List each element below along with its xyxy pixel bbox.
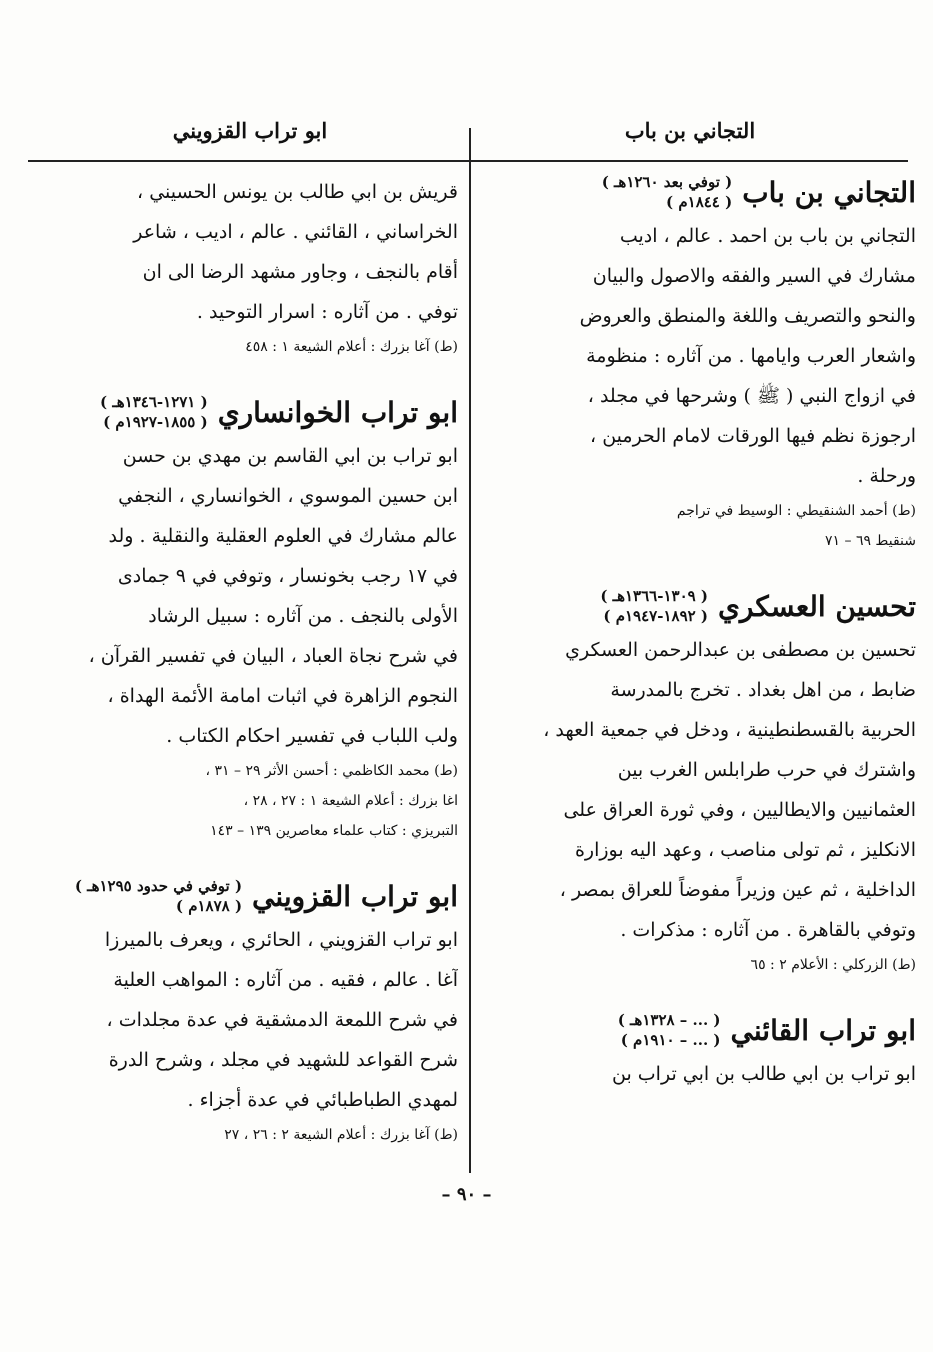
- entry-text-line: ضابط ، من اهل بغداد . تخرج بالمدرسة: [610, 679, 916, 701]
- entry-name: التجاني بن باب: [742, 175, 916, 209]
- entry-text-line: في ١٧ رجب بخونسار ، وتوفي في ٩ جمادى: [117, 565, 458, 587]
- entry-name: تحسين العسكري: [718, 589, 916, 623]
- biography-entry: [486, 1010, 916, 1094]
- entry-text-line: النجوم الزاهرة في اثبات امامة الأئمة الهداة ،: [107, 685, 458, 707]
- entry-text-line: التجاني بن باب بن احمد . عالم ، اديب: [619, 225, 916, 247]
- entry-text-line: ابو تراب بن ابي طالب بن ابي تراب بن: [612, 1063, 916, 1085]
- running-header-right: التجاني بن باب: [624, 118, 756, 143]
- entry-name: ابو تراب القائني: [730, 1013, 916, 1047]
- entry-dates: [602, 172, 733, 212]
- entry-source: (ط) آغا بزرك : أعلام الشيعة ١ : ٤٥٨: [245, 339, 458, 355]
- entry-text-line: واشترك في حرب طرابلس الغرب بين: [617, 759, 916, 781]
- entry-text-line: توفي . من آثاره : اسرار التوحيد .: [196, 301, 458, 323]
- entry-date-line: ( ١٨٩٢-١٩٤٧م ): [603, 607, 709, 625]
- entry-heading: [486, 172, 916, 212]
- entry-text-line: مشارك في السير والفقه والاصول والبيان: [592, 265, 916, 287]
- entry-date-line: ( ١٨٤٤م ): [666, 193, 733, 211]
- entry-date-line: ( ١٣٠٩-١٣٦٦هـ ): [600, 587, 709, 605]
- entry-text-line: ارجوزة نظم فيها الورقات لامام الحرمين ،: [590, 425, 916, 447]
- biography-entry: [33, 876, 458, 1150]
- entry-source: اغا بزرك : أعلام الشيعة ١ : ٢٧ ، ٢٨ ،: [243, 793, 458, 809]
- entry-date-line: ( توفي بعد ١٢٦٠هـ ): [601, 173, 733, 191]
- entry-source: (ط) الزركلي : الأعلام ٢ : ٦٥: [750, 957, 916, 973]
- entry-source: (ط) آغا بزرك : أعلام الشيعة ٢ : ٢٦ ، ٢٧: [224, 1127, 458, 1143]
- entry-heading: [33, 392, 458, 432]
- entry-dates: [618, 1010, 721, 1050]
- entry-date-line: ( ١٨٥٥-١٩٢٧م ): [103, 413, 208, 431]
- entry-text-line: ابو تراب القزويني ، الحائري ، ويعرف بالميرزا: [104, 929, 458, 951]
- entry-text-line: تحسين بن مصطفى بن عبدالرحمن العسكري: [565, 639, 916, 661]
- biography-entry: [33, 172, 458, 362]
- entry-text-line: قريش بن ابي طالب بن يونس الحسيني ،: [137, 181, 458, 203]
- entry-name: ابو تراب القزويني: [252, 879, 458, 913]
- entry-text-line: أقام بالنجف ، وجاور مشهد الرضا الى ان: [142, 261, 458, 283]
- entry-text-line: في شرح اللمعة الدمشقية في عدة مجلدات ،: [106, 1009, 458, 1031]
- biography-entry: [33, 392, 458, 846]
- entry-name: ابو تراب الخوانساري: [217, 395, 458, 429]
- entry-text-line: الداخلية ، ثم عين وزيراً مفوضاً للعراق بمصر ،: [559, 879, 916, 901]
- entry-heading: [486, 586, 916, 626]
- entry-date-line: ( ١٢٧١-١٣٤٦هـ ): [100, 393, 208, 411]
- entry-dates: [600, 586, 708, 626]
- entry-text-line: ابن حسين الموسوي ، الخوانساري ، النجفي: [118, 485, 458, 507]
- entry-text-line: في شرح نجاة العباد ، البيان في تفسير القرآن ،: [88, 645, 458, 667]
- entry-text-line: آغا . عالم ، فقيه . من آثاره : المواهب العلية: [113, 969, 458, 991]
- entry-text-line: واشعار العرب وايامها . من آثاره : منظومة: [586, 345, 916, 367]
- header-rule: [28, 160, 908, 162]
- left-column: [33, 172, 458, 1180]
- entry-text-line: الانكليز ، ثم تولى مناصب ، وعهد اليه بوزارة: [574, 839, 916, 861]
- entry-date-line: ( توفي في حدود ١٢٩٥هـ ): [74, 877, 243, 895]
- entry-text-line: في ازواج النبي ( ﷺ ) وشرحها في مجلد ،: [587, 385, 916, 407]
- entry-dates: [75, 876, 242, 916]
- entry-date-line: ( ... – ١٩١٠م ): [620, 1031, 721, 1049]
- page-number: – ٩٠ –: [441, 1184, 492, 1205]
- column-divider: [469, 128, 471, 1173]
- entry-source: (ط) أحمد الشنقيطي : الوسيط في تراجم: [676, 503, 916, 519]
- entry-text-line: العثمانيين والايطاليين ، وفي ثورة العراق على: [563, 799, 916, 821]
- entry-text-line: وتوفي بالقاهرة . من آثاره : مذكرات .: [620, 919, 916, 941]
- entry-text-line: والنحو والتصريف واللغة والمنطق والعروض: [579, 305, 916, 327]
- biography-entry: [486, 586, 916, 980]
- entry-date-line: ( ١٨٧٨م ): [175, 897, 243, 915]
- entry-date-line: ( ... – ١٣٢٨هـ ): [617, 1011, 721, 1029]
- entry-source: شنقيط ٦٩ – ٧١: [824, 533, 916, 549]
- entry-text-line: ورحلة .: [857, 465, 916, 487]
- entry-text-line: عالم مشارك في العلوم العقلية والنقلية . ولد: [108, 525, 458, 547]
- entry-heading: [486, 1010, 916, 1050]
- right-column: [486, 172, 916, 1124]
- entry-text-line: الأولى بالنجف . من آثاره : سبيل الرشاد: [148, 605, 458, 627]
- entry-text-line: ابو تراب بن ابي القاسم بن مهدي بن حسن: [122, 445, 458, 467]
- entry-dates: [100, 392, 208, 432]
- entry-text-line: لمهدي الطباطبائي في عدة أجزاء .: [187, 1089, 458, 1111]
- entry-text-line: الخراساني ، القائني . عالم ، اديب ، شاعر: [133, 221, 458, 243]
- entry-text-line: شرح القواعد للشهيد في مجلد ، وشرح الدرة: [108, 1049, 458, 1071]
- running-header-left: ابو تراب القزويني: [172, 118, 328, 143]
- entry-source: التبريزي : كتاب علماء معاصرين ١٣٩ – ١٤٣: [210, 823, 458, 839]
- biography-entry: [486, 172, 916, 556]
- entry-text-line: الحربية بالقسطنطينية ، ودخل في جمعية العهد ،: [543, 719, 916, 741]
- entry-heading: [33, 876, 458, 916]
- entry-text-line: ولب اللباب في تفسير احكام الكتاب .: [166, 725, 458, 747]
- entry-source: (ط) محمد الكاظمي : أحسن الأثر ٢٩ – ٣١ ،: [205, 763, 458, 779]
